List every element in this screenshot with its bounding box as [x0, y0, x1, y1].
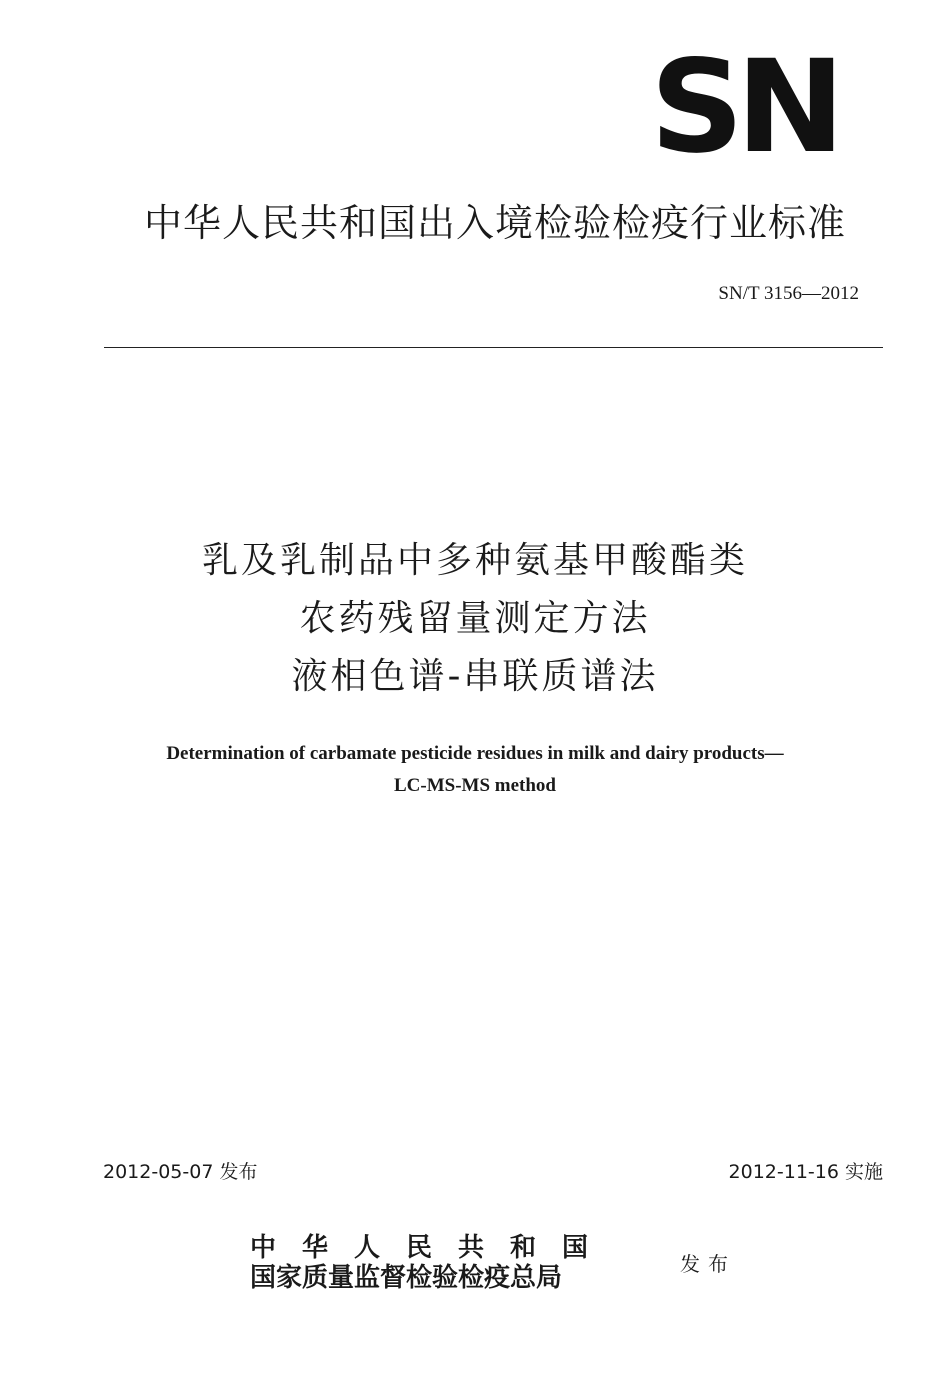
english-title-line-2: LC-MS-MS method: [393, 775, 557, 796]
sn-logo: SN: [650, 33, 837, 182]
chinese-title-line-1: 乳及乳制品中多种氨基甲酸酯类: [201, 540, 748, 581]
implementation-date: 2012-11-16 实施: [728, 1161, 883, 1183]
publish-label: 发布: [680, 1252, 736, 1276]
header-divider: [104, 347, 883, 348]
issuer-line-1: 中华人民共和国: [250, 1233, 615, 1263]
english-title: [0, 738, 950, 802]
english-title-line-1: Determination of carbamate pesticide residues in milk and dairy products—: [166, 743, 784, 764]
issue-date: 2012-05-07 发布: [103, 1161, 258, 1183]
issuing-authority: [250, 1233, 614, 1293]
chinese-title-line-2: 农药残留量测定方法: [299, 598, 651, 639]
industry-standard-title: 中华人民共和国出入境检验检疫行业标准: [143, 201, 846, 245]
chinese-title-line-3: 液相色谱-串联质谱法: [291, 656, 659, 697]
issuer-line-2: 国家质量监督检验检疫总局: [250, 1263, 563, 1293]
standard-number: SN/T 3156—2012: [718, 283, 859, 304]
chinese-title: [0, 532, 950, 706]
